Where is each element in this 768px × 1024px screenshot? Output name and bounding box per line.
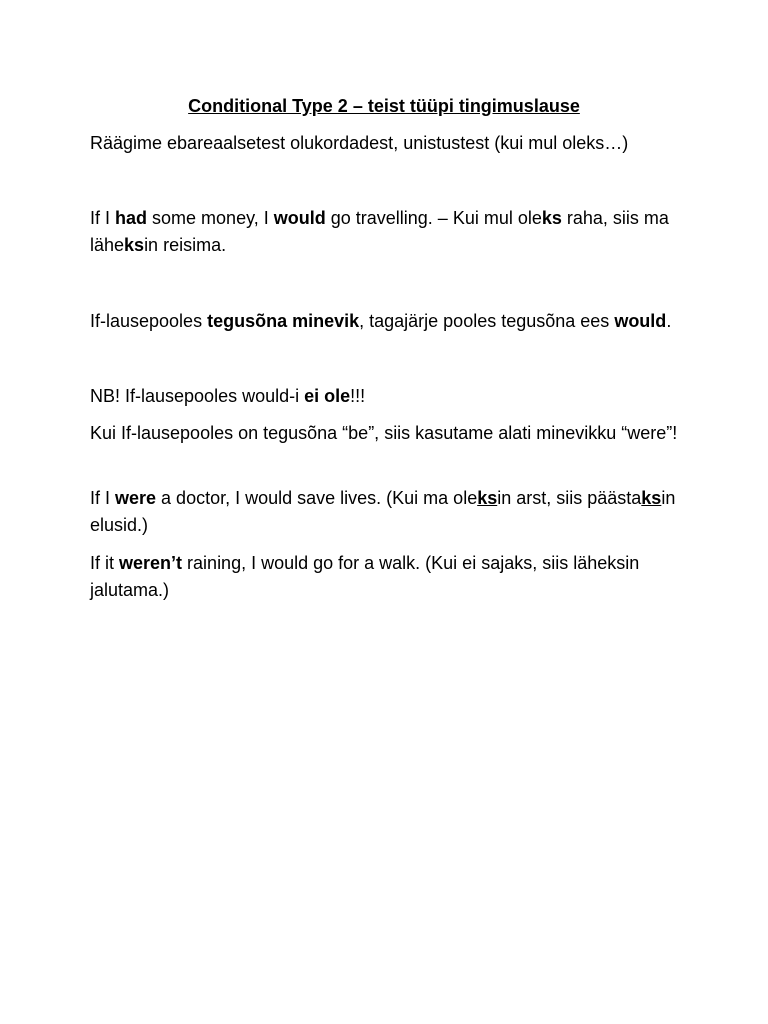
text-run: raha, siis ma lähe: [90, 208, 669, 255]
example-paragraph-1: [90, 205, 690, 259]
bold-run: ks: [124, 235, 145, 255]
text-run: If I: [90, 208, 116, 228]
page-title: Conditional Type 2 – teist tüüpi tingimuslause: [188, 96, 580, 116]
example-paragraph-2: [90, 485, 690, 539]
text-run: If-lausepooles: [90, 311, 208, 331]
text-run: If it: [90, 553, 120, 573]
bold-underline-run: [641, 488, 661, 508]
text-run: , tagajärje pooles tegusõna ees: [359, 311, 615, 331]
bold-run: ei ole: [304, 386, 351, 406]
text-run: raining, I would go for a walk. (Kui ei sajaks, siis läheksin jalutama.): [90, 553, 640, 600]
text-run: NB! If-lausepooles would-i: [90, 386, 305, 406]
text-run: .: [666, 311, 672, 331]
text-run: go travelling. – Kui mul ole: [325, 208, 542, 228]
bold-underline-run: [477, 488, 497, 508]
note-paragraph: [90, 383, 690, 410]
bold-run: would: [614, 311, 667, 331]
be-rule-paragraph: Kui If-lausepooles on tegusõna “be”, siis kasutame alati minevikku “were”!: [90, 423, 678, 443]
text-run: in reisima.: [144, 235, 227, 255]
bold-run: had: [115, 208, 148, 228]
underline-run: ks: [477, 488, 498, 508]
text-run: !!!: [350, 386, 366, 406]
text-run: in elusid.): [90, 488, 676, 535]
rule-paragraph: [90, 308, 690, 335]
bold-run: ks: [541, 208, 562, 228]
text-run: some money, I: [147, 208, 274, 228]
text-run: a doctor, I would save lives. (Kui ma ole: [156, 488, 478, 508]
bold-run: weren’t: [119, 553, 183, 573]
text-run: If I: [90, 488, 116, 508]
intro-paragraph: Räägime ebareaalsetest olukordadest, unistustest (kui mul oleks…): [90, 133, 629, 153]
underline-run: ks: [641, 488, 662, 508]
example-paragraph-3: [90, 550, 690, 604]
bold-run: were: [115, 488, 157, 508]
text-run: in arst, siis päästa: [497, 488, 642, 508]
bold-run: would: [273, 208, 326, 228]
bold-run: tegusõna minevik: [207, 311, 360, 331]
